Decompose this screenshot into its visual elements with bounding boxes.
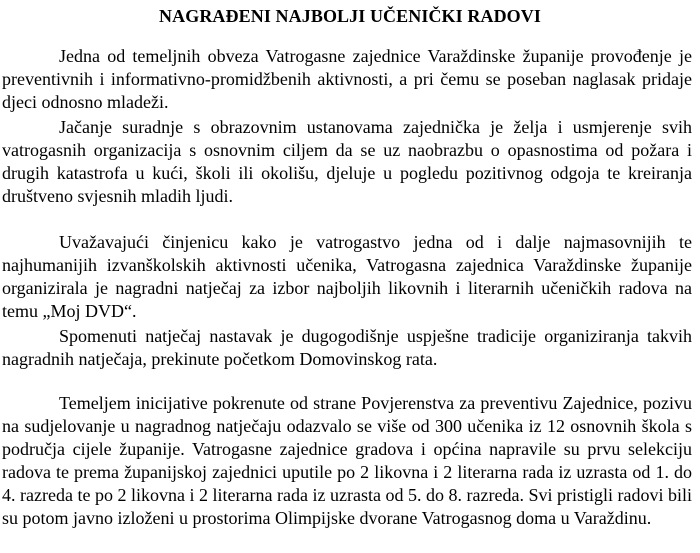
paragraph-2: Jačanje suradnje s obrazovnim ustanovama zajednička je želja i usmjerenje svih vatrogasnih organizacija s osnovnim ciljem da se uz naobrazbu o opasnostima od požara i drugih katastrofa u kući, školi ili okolišu, djeluje u pogledu pozitivnog odgoja te kreiranja društveno svjesnih mladih ljudi. [2,117,692,206]
paragraph-4: Spomenuti natječaj nastavak je dugogodišnje uspješne tradicije organiziranja takvih nagradnih natječaja, prekinute početkom Domovinskog rata. [2,326,692,369]
paragraph-3: Uvažavajući činjenicu kako je vatrogastvo jedna od i dalje najmasovnijih te najhumanijih izvanškolskih aktivnosti učenika, Vatrogasna zajednica Varaždinske županije organizirala je nagradni natječaj za izbor najboljih likovnih i literarnih učeničkih radova na temu „Moj DVD“. [2,232,692,321]
paragraph-5: Temeljem inicijative pokrenute od strane Povjerenstva za preventivu Zajednice, pozivu na sudjelovanje u nagradnog natječaju odazvalo se više od 300 učenika iz 12 osnovnih škola s područja cijele županije. Vatrogasne zajednice gradova i općina napravile su prvu selekciju radova te prema županijskoj zajednici uputile po 2 likovna i 2 literarna rada iz uzrasta od 1. do 4. razreda te po 2 likovna i 2 literarna rada iz uzrasta od 5. do 8. razreda. Svi pristigli radovi bili su potom javno izloženi u prostorima Olimpijske dvorane Vatrogasnog doma u Varaždinu. [2,393,692,528]
paragraph-1: Jedna od temeljnih obveza Vatrogasne zajednice Varaždinske županije provođenje je preventivnih i informativno-promidžbenih aktivnosti, a pri čemu se poseban naglasak pridaje djeci odnosno mladeži. [2,46,692,112]
document-title: NAGRAĐENI NAJBOLJI UČENIČKI RADOVI [159,6,541,26]
